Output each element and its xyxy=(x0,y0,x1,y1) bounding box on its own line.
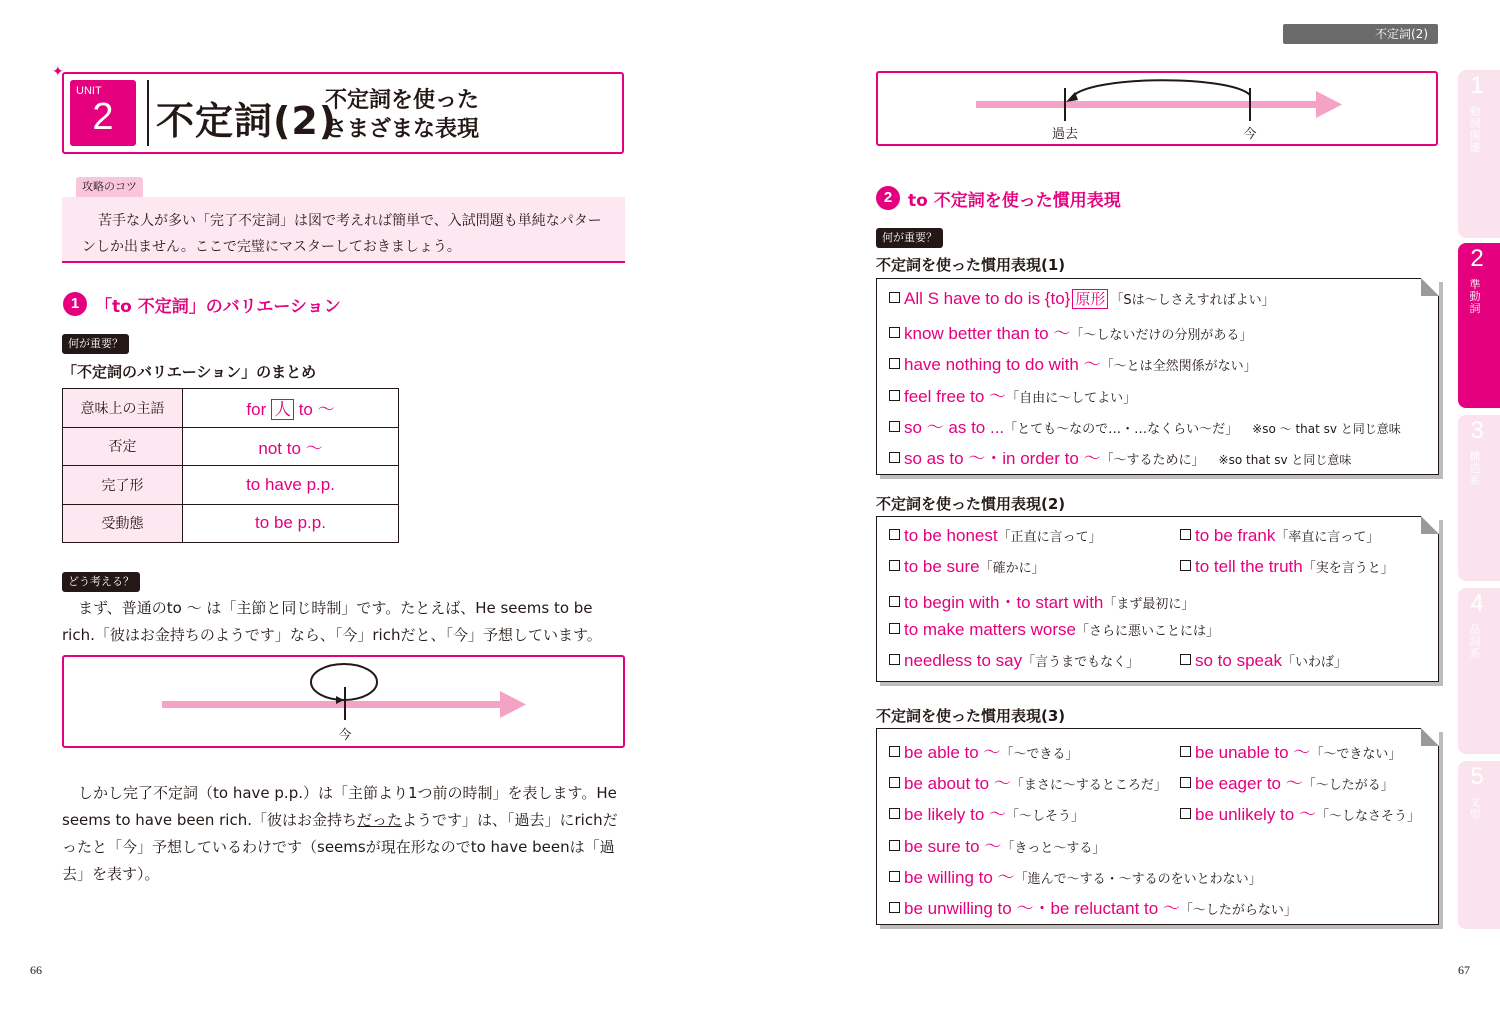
page-corner xyxy=(1421,516,1439,534)
item-ja: 「実を言うと」 xyxy=(1302,561,1394,576)
side-tab-1[interactable] xyxy=(1458,70,1500,238)
side-tab-label: 準動詞 xyxy=(1469,278,1481,315)
item-ja: 「自由に～してよい」 xyxy=(1006,391,1137,406)
item-en: be able to ～ xyxy=(904,743,1001,762)
item-ja: 「言うまでもなく」 xyxy=(1022,655,1140,670)
sparkle-icon: ✦ xyxy=(52,64,64,80)
side-tab-4[interactable] xyxy=(1458,588,1500,754)
item-en: to be sure xyxy=(904,557,980,576)
timeline-diagram-present xyxy=(62,655,625,748)
table-row xyxy=(63,389,399,428)
page-corner xyxy=(1421,278,1439,296)
table-head: 意味上の主語 xyxy=(63,389,183,428)
list-item xyxy=(889,863,1262,888)
how-think-tag: どう考える？ xyxy=(62,572,140,592)
table-head: 否定 xyxy=(63,427,183,466)
table-value xyxy=(183,389,399,428)
item-ja: 「～できる」 xyxy=(1000,747,1079,762)
side-tab-label: 文型 xyxy=(1469,796,1481,821)
checkbox-icon[interactable] xyxy=(889,777,900,788)
side-tab-label: 構造系 xyxy=(1469,450,1481,487)
kotsu-tag: 攻略のコツ xyxy=(76,177,143,197)
list1-title: 不定詞を使った慣用表現(1) xyxy=(876,256,1066,274)
unit-number: 2 xyxy=(92,96,114,138)
table-value: not to ～ xyxy=(183,427,399,466)
item-ja: 「～とは全然関係がない」 xyxy=(1100,359,1257,374)
table-row xyxy=(63,466,399,505)
unit-divider xyxy=(147,80,149,146)
variation-table xyxy=(62,388,399,543)
now-label: 今 xyxy=(338,728,352,743)
item-ja: 「率直に言って」 xyxy=(1275,530,1380,545)
section2-title: to 不定詞を使った慣用表現 xyxy=(908,191,1121,211)
table-head: 完了形 xyxy=(63,466,183,505)
item-en: to be honest xyxy=(904,526,998,545)
running-head: 不定詞(2) xyxy=(1283,24,1438,44)
item-en: to tell the truth xyxy=(1195,557,1303,576)
value-post: to ～ xyxy=(293,400,335,420)
list-item xyxy=(889,894,1297,919)
item-en: feel free to ～ xyxy=(904,387,1007,406)
list-item xyxy=(1180,651,1347,671)
item-en: be sure to ～ xyxy=(904,837,1002,856)
item-en: be about to ～ xyxy=(904,774,1011,793)
summary-title: 「不定詞のバリエーション」のまとめ xyxy=(62,363,317,381)
item-note: ※so that sv と同じ意味 xyxy=(1218,453,1352,467)
item-en: be eager to ～ xyxy=(1195,774,1303,793)
item-ja: 「～しないだけの分別がある」 xyxy=(1070,328,1253,343)
side-tab-number: 3 xyxy=(1470,417,1484,444)
unit-badge xyxy=(70,80,136,146)
paragraph-2 xyxy=(62,780,627,888)
checkbox-icon[interactable] xyxy=(889,327,900,338)
checkbox-icon[interactable] xyxy=(889,529,900,540)
list3-box xyxy=(876,728,1439,925)
side-tab-2[interactable] xyxy=(1458,243,1500,408)
item-en: be willing to ～ xyxy=(904,868,1015,887)
checkbox-icon[interactable] xyxy=(889,421,900,432)
unit-title: 不定詞(2) xyxy=(156,99,338,143)
checkbox-icon[interactable] xyxy=(889,452,900,463)
checkbox-icon[interactable] xyxy=(1180,560,1191,571)
item-en: needless to say xyxy=(904,651,1023,670)
list-item xyxy=(889,832,1105,857)
item-ja: 「～しなさそう」 xyxy=(1315,809,1420,824)
timeline-bar-2 xyxy=(976,101,1318,108)
value-boxed: 人 xyxy=(271,399,294,420)
unit-subtitle-line1: 不定詞を使った xyxy=(325,88,480,113)
checkbox-icon[interactable] xyxy=(889,808,900,819)
list-item xyxy=(889,350,1257,375)
side-tab-label: 品詞系 xyxy=(1469,623,1481,660)
unit-subtitle xyxy=(325,86,479,144)
page-number-left: 66 xyxy=(30,963,42,977)
list-item xyxy=(889,769,1167,794)
side-tab-number: 5 xyxy=(1470,763,1484,790)
timeline-svg-2 xyxy=(878,73,1436,144)
page-corner xyxy=(1421,728,1439,746)
table-row xyxy=(63,427,399,466)
list-item xyxy=(1180,738,1401,763)
checkbox-icon[interactable] xyxy=(889,840,900,851)
list-item xyxy=(1180,800,1420,825)
side-tab-number: 1 xyxy=(1470,72,1484,99)
table-value: to have p.p. xyxy=(183,466,399,505)
item-en: be unable to ～ xyxy=(1195,743,1311,762)
item-ja: 「とても～なので…・…なくらい～だ」 xyxy=(1004,422,1239,437)
checkbox-icon[interactable] xyxy=(1180,654,1191,665)
list-item xyxy=(889,526,1102,546)
checkbox-icon[interactable] xyxy=(889,390,900,401)
list3-title: 不定詞を使った慣用表現(3) xyxy=(876,707,1066,725)
value-pre: for xyxy=(246,400,271,420)
list-item xyxy=(889,557,1045,577)
checkbox-icon[interactable] xyxy=(1180,746,1191,757)
item-ja: 「～するために」 xyxy=(1100,453,1205,468)
section1-title: 「to 不定詞」のバリエーション xyxy=(95,297,341,317)
checkbox-icon[interactable] xyxy=(889,358,900,369)
item-ja: 「確かに」 xyxy=(979,561,1045,576)
list2-title: 不定詞を使った慣用表現(2) xyxy=(876,495,1066,513)
what-important-tag: 何が重要？ xyxy=(62,334,129,354)
list-item xyxy=(889,444,1351,469)
list1-box xyxy=(876,278,1439,475)
item-ja: 「正直に言って」 xyxy=(997,530,1102,545)
item-en: have nothing to do with ～ xyxy=(904,355,1101,374)
side-tab-number: 4 xyxy=(1470,590,1484,617)
item-en: be unwilling to ～・be reluctant to ～ xyxy=(904,899,1180,918)
list-item xyxy=(1180,526,1379,546)
para2-underlined: だった xyxy=(356,811,402,829)
table-head: 受動態 xyxy=(63,504,183,543)
list-item xyxy=(889,288,1275,309)
item-ja: 「進んで～する・～するのをいとわない」 xyxy=(1014,872,1262,887)
what-important-tag-2: 何が重要？ xyxy=(876,228,943,248)
checkbox-icon[interactable] xyxy=(1180,529,1191,540)
list-item xyxy=(889,588,1194,613)
checkbox-icon[interactable] xyxy=(1180,777,1191,788)
timeline-svg xyxy=(64,657,623,746)
kotsu-text: 苦手な人が多い「完了不定詞」は図で考えれば簡単で、入試問題も単純なパターンしか出ません。ここで完璧にマスターしておきましょう。 xyxy=(82,213,602,255)
side-tab-3[interactable] xyxy=(1458,415,1500,581)
checkbox-icon[interactable] xyxy=(889,596,900,607)
list-item xyxy=(889,800,1084,825)
checkbox-icon[interactable] xyxy=(889,654,900,665)
page-number-right: 67 xyxy=(1458,963,1470,977)
past-label: 過去 xyxy=(1051,127,1079,142)
checkbox-icon[interactable] xyxy=(1180,808,1191,819)
table-value: to be p.p. xyxy=(183,504,399,543)
side-tab-5[interactable] xyxy=(1458,761,1500,929)
checkbox-icon[interactable] xyxy=(889,560,900,571)
checkbox-icon[interactable] xyxy=(889,623,900,634)
list2-box xyxy=(876,516,1439,682)
item-en: so to speak xyxy=(1195,651,1282,670)
item-en: All S have to do is {to} xyxy=(904,289,1071,308)
item-ja: 「まず最初に」 xyxy=(1103,597,1195,612)
list-item xyxy=(889,413,1401,438)
item-ja: 「Sは～しさえすればよい」 xyxy=(1110,293,1275,308)
item-ja: 「まさに～するところだ」 xyxy=(1010,778,1167,793)
item-note: ※so ～ that sv と同じ意味 xyxy=(1252,422,1401,436)
gensen-box: 原形 xyxy=(1072,289,1108,309)
list-item xyxy=(889,738,1078,763)
now-label-2: 今 xyxy=(1243,127,1257,142)
timeline-diagram-past xyxy=(876,71,1438,146)
checkbox-icon[interactable] xyxy=(889,746,900,757)
item-en: to be frank xyxy=(1195,526,1276,545)
checkbox-icon[interactable] xyxy=(889,902,900,913)
item-en: so ～ as to ... xyxy=(904,418,1005,437)
para2-part1: しかし完了不定詞（to have p.p.）は「主節より1つ前の時制」を表します。He seems to have been rich.「彼はお金持ち xyxy=(62,784,617,829)
item-en: so as to ～・in order to ～ xyxy=(904,449,1101,468)
item-ja: 「～できない」 xyxy=(1310,747,1402,762)
list-item xyxy=(889,620,1219,640)
unit-label: UNIT xyxy=(76,85,102,97)
timeline-arrowhead-2 xyxy=(1316,91,1342,118)
table-row xyxy=(63,504,399,543)
item-ja: 「きっと～する」 xyxy=(1001,841,1106,856)
item-en: know better than to ～ xyxy=(904,324,1071,343)
checkbox-icon[interactable] xyxy=(889,292,900,303)
list-item xyxy=(889,651,1139,671)
back-curve xyxy=(1072,80,1250,97)
item-en: to make matters worse xyxy=(904,620,1076,639)
list-item xyxy=(889,319,1252,344)
item-en: be unlikely to ～ xyxy=(1195,805,1316,824)
paragraph-1: まず、普通のto ～ は「主節と同じ時制」です。たとえば、He seems to be rich.「彼はお金持ちのようです」なら、「今」richだと、「今」予想しています。 xyxy=(62,599,602,644)
item-ja: 「さらに悪いことには」 xyxy=(1075,624,1219,639)
item-en: to begin with・to start with xyxy=(904,593,1104,612)
section1-number: 1 xyxy=(63,292,87,316)
timeline-bar xyxy=(162,701,502,708)
side-tab-label: 動詞関連 xyxy=(1469,105,1481,154)
item-ja: 「いわば」 xyxy=(1281,655,1347,670)
item-en: be likely to ～ xyxy=(904,805,1007,824)
side-tab-number: 2 xyxy=(1470,245,1484,272)
list-item xyxy=(889,382,1136,407)
list-item xyxy=(1180,557,1394,577)
section2-number: 2 xyxy=(876,186,900,210)
para2-part2: ようです」は、「過去」にrichだったと「今」予想しているわけです（seemsが現在形なのでto have beenは「過去」を表す）。 xyxy=(62,811,618,883)
item-ja: 「～したがらない」 xyxy=(1179,903,1297,918)
unit-subtitle-line2: さまざまな表現 xyxy=(325,117,480,142)
timeline-arrowhead xyxy=(500,691,526,718)
list-item xyxy=(1180,769,1394,794)
item-ja: 「～したがる」 xyxy=(1302,778,1394,793)
checkbox-icon[interactable] xyxy=(889,871,900,882)
item-ja: 「～しそう」 xyxy=(1006,809,1085,824)
